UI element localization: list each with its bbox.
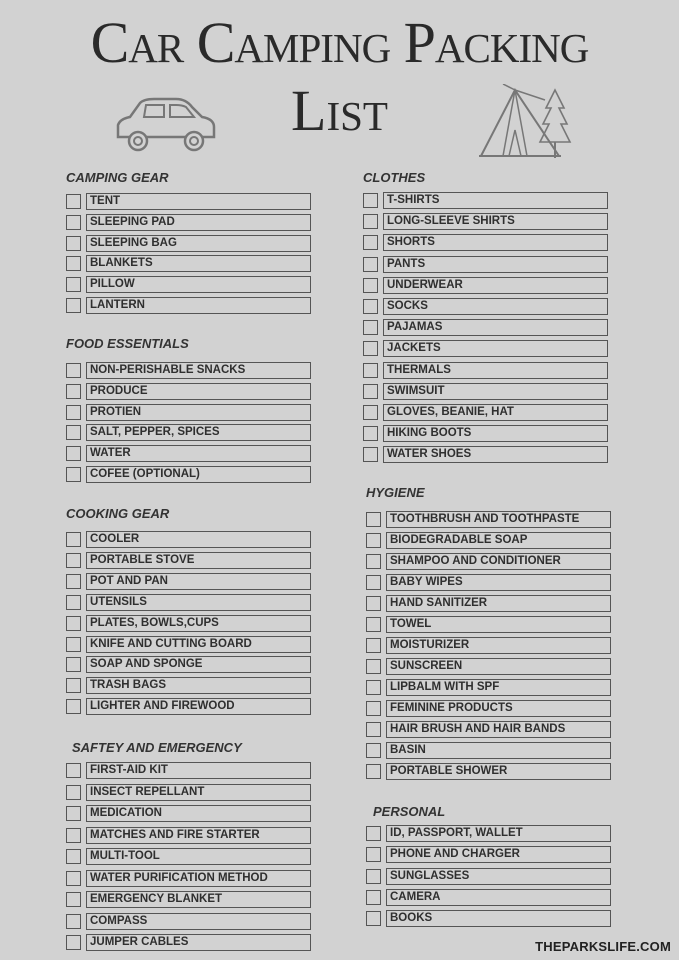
checklist-item-label: CAMERA	[386, 889, 611, 906]
checkbox[interactable]	[363, 447, 378, 462]
checklist-item-label: T-SHIRTS	[383, 192, 608, 209]
checkbox[interactable]	[66, 678, 81, 693]
checklist-item-label: SWIMSUIT	[383, 383, 608, 400]
checklist-item-label: MULTI-TOOL	[86, 848, 311, 865]
checkbox[interactable]	[363, 341, 378, 356]
checkbox[interactable]	[66, 532, 81, 547]
checkbox[interactable]	[66, 256, 81, 271]
checkbox[interactable]	[366, 659, 381, 674]
checklist-item-label: SOAP AND SPONGE	[86, 656, 311, 673]
checkbox[interactable]	[366, 701, 381, 716]
footer-website: THEPARKSLIFE.COM	[535, 939, 671, 954]
checkbox[interactable]	[66, 277, 81, 292]
checklist-item-label: LONG-SLEEVE SHIRTS	[383, 213, 608, 230]
checklist-item-label: BLANKETS	[86, 255, 311, 272]
checklist-item-label: KNIFE AND CUTTING BOARD	[86, 636, 311, 653]
checklist-item-label: EMERGENCY BLANKET	[86, 891, 311, 908]
checklist-item-label: UNDERWEAR	[383, 277, 608, 294]
checklist-item-label: TRASH BAGS	[86, 677, 311, 694]
checklist-item-label: PORTABLE STOVE	[86, 552, 311, 569]
checkbox[interactable]	[363, 405, 378, 420]
section-title: PERSONAL	[373, 804, 446, 819]
checklist-item-label: HAND SANITIZER	[386, 595, 611, 612]
checkbox[interactable]	[66, 194, 81, 209]
section-title: CAMPING GEAR	[66, 170, 169, 185]
checkbox[interactable]	[66, 657, 81, 672]
checkbox[interactable]	[366, 638, 381, 653]
checkbox[interactable]	[66, 763, 81, 778]
checkbox[interactable]	[363, 193, 378, 208]
checkbox[interactable]	[66, 849, 81, 864]
checklist-item-label: PAJAMAS	[383, 319, 608, 336]
checklist-item-label: PORTABLE SHOWER	[386, 763, 611, 780]
checkbox[interactable]	[66, 425, 81, 440]
checkbox[interactable]	[366, 722, 381, 737]
checklist-item-label: ID, PASSPORT, WALLET	[386, 825, 611, 842]
section-title: SAFTEY AND EMERGENCY	[72, 740, 242, 755]
checklist-item-label: SUNSCREEN	[386, 658, 611, 675]
checkbox[interactable]	[66, 236, 81, 251]
checkbox[interactable]	[363, 299, 378, 314]
checklist-item-label: SHORTS	[383, 234, 608, 251]
checkbox[interactable]	[363, 235, 378, 250]
checkbox[interactable]	[66, 914, 81, 929]
checklist-item-label: COMPASS	[86, 913, 311, 930]
checklist-item-label: HIKING BOOTS	[383, 425, 608, 442]
checkbox[interactable]	[366, 890, 381, 905]
checklist-item-label: GLOVES, BEANIE, HAT	[383, 404, 608, 421]
checkbox[interactable]	[66, 699, 81, 714]
section-title: CLOTHES	[363, 170, 426, 185]
checklist-item-label: TENT	[86, 193, 311, 210]
checkbox[interactable]	[366, 869, 381, 884]
checklist-item-label: JUMPER CABLES	[86, 934, 311, 951]
checkbox[interactable]	[66, 616, 81, 631]
checklist-item-label: NON-PERISHABLE SNACKS	[86, 362, 311, 379]
checklist-item-label: SALT, PEPPER, SPICES	[86, 424, 311, 441]
checklist-item-label: COOLER	[86, 531, 311, 548]
checkbox[interactable]	[366, 533, 381, 548]
checklist-item-label: FIRST-AID KIT	[86, 762, 311, 779]
checklist-item-label: UTENSILS	[86, 594, 311, 611]
checklist-item-label: MEDICATION	[86, 805, 311, 822]
checklist-item-label: BIODEGRADABLE SOAP	[386, 532, 611, 549]
checklist-item-label: SLEEPING PAD	[86, 214, 311, 231]
checklist-item-label: INSECT REPELLANT	[86, 784, 311, 801]
checklist-item-label: SOCKS	[383, 298, 608, 315]
page-title-line-1: Car Camping Packing	[90, 10, 589, 75]
checklist-item-label: THERMALS	[383, 362, 608, 379]
checkbox[interactable]	[66, 215, 81, 230]
pine-tree-icon	[538, 88, 572, 160]
checkbox[interactable]	[66, 446, 81, 461]
checkbox[interactable]	[66, 828, 81, 843]
checkbox[interactable]	[363, 214, 378, 229]
checklist-item-label: MATCHES AND FIRE STARTER	[86, 827, 311, 844]
checkbox[interactable]	[366, 596, 381, 611]
checklist-item-label: SUNGLASSES	[386, 868, 611, 885]
checklist-item-label: FEMININE PRODUCTS	[386, 700, 611, 717]
checkbox[interactable]	[66, 595, 81, 610]
car-icon	[110, 95, 220, 157]
checklist-item-label: PHONE AND CHARGER	[386, 846, 611, 863]
checkbox[interactable]	[366, 680, 381, 695]
checklist-item-label: PRODUCE	[86, 383, 311, 400]
checklist-item-label: JACKETS	[383, 340, 608, 357]
checkbox[interactable]	[366, 575, 381, 590]
checkbox[interactable]	[66, 892, 81, 907]
checkbox[interactable]	[66, 298, 81, 313]
checklist-item-label: HAIR BRUSH AND HAIR BANDS	[386, 721, 611, 738]
checkbox[interactable]	[66, 935, 81, 950]
checklist-item-label: BABY WIPES	[386, 574, 611, 591]
section-title: COOKING GEAR	[66, 506, 170, 521]
checklist-item-label: COFEE (OPTIONAL)	[86, 466, 311, 483]
checkbox[interactable]	[66, 806, 81, 821]
checkbox[interactable]	[366, 847, 381, 862]
checklist-item-label: WATER PURIFICATION METHOD	[86, 870, 311, 887]
checklist-item-label: PROTIEN	[86, 404, 311, 421]
page-title-line-2: List	[291, 78, 388, 143]
checklist-item-label: LIGHTER AND FIREWOOD	[86, 698, 311, 715]
checkbox[interactable]	[366, 512, 381, 527]
checklist-item-label: SLEEPING BAG	[86, 235, 311, 252]
checkbox[interactable]	[66, 553, 81, 568]
checklist-item-label: WATER	[86, 445, 311, 462]
checklist-item-label: TOOTHBRUSH AND TOOTHPASTE	[386, 511, 611, 528]
checkbox[interactable]	[66, 574, 81, 589]
checklist-item-label: BASIN	[386, 742, 611, 759]
checkbox[interactable]	[366, 617, 381, 632]
checkbox[interactable]	[66, 785, 81, 800]
checkbox[interactable]	[363, 384, 378, 399]
checklist-item-label: LANTERN	[86, 297, 311, 314]
checkbox[interactable]	[363, 426, 378, 441]
checkbox[interactable]	[363, 278, 378, 293]
checklist-item-label: POT AND PAN	[86, 573, 311, 590]
checkbox[interactable]	[66, 405, 81, 420]
checklist-item-label: BOOKS	[386, 910, 611, 927]
checklist-item-label: PLATES, BOWLS,CUPS	[86, 615, 311, 632]
checkbox[interactable]	[366, 826, 381, 841]
checkbox[interactable]	[366, 764, 381, 779]
checklist-item-label: PANTS	[383, 256, 608, 273]
checkbox[interactable]	[363, 363, 378, 378]
section-title: HYGIENE	[366, 485, 425, 500]
checkbox[interactable]	[366, 743, 381, 758]
checkbox[interactable]	[66, 871, 81, 886]
checkbox[interactable]	[66, 637, 81, 652]
checkbox[interactable]	[66, 467, 81, 482]
section-title: FOOD ESSENTIALS	[66, 336, 189, 351]
checklist-item-label: TOWEL	[386, 616, 611, 633]
checklist-item-label: WATER SHOES	[383, 446, 608, 463]
checkbox[interactable]	[66, 384, 81, 399]
checklist-item-label: PILLOW	[86, 276, 311, 293]
checkbox[interactable]	[366, 911, 381, 926]
checklist-item-label: MOISTURIZER	[386, 637, 611, 654]
checklist-item-label: SHAMPOO AND CONDITIONER	[386, 553, 611, 570]
checkbox[interactable]	[363, 257, 378, 272]
checkbox[interactable]	[366, 554, 381, 569]
checkbox[interactable]	[66, 363, 81, 378]
checklist-item-label: LIPBALM WITH SPF	[386, 679, 611, 696]
checkbox[interactable]	[363, 320, 378, 335]
